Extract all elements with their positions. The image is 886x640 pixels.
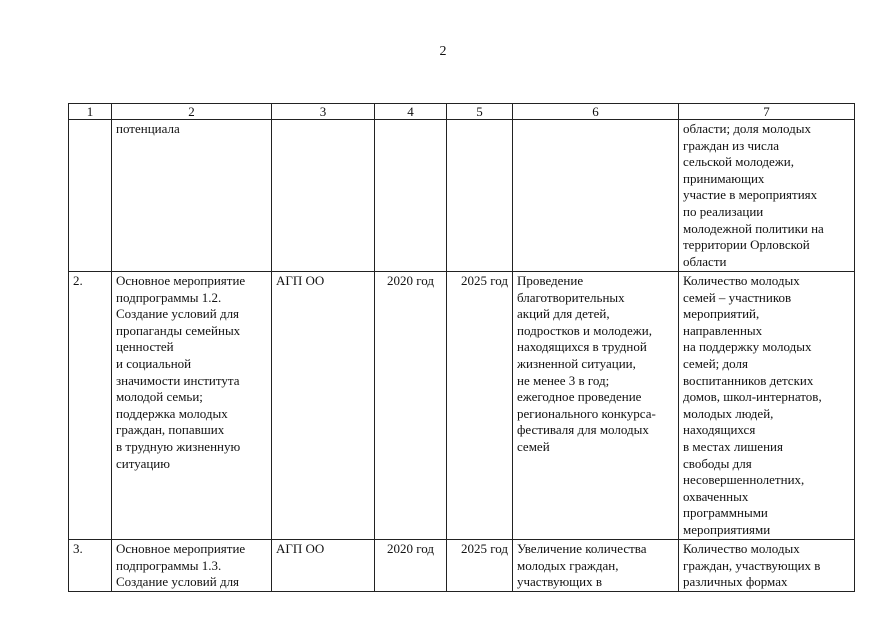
end-year-cell: [447, 120, 513, 272]
page-number: 2: [439, 44, 447, 59]
result-cell: Проведение благотворительных акций для детей, подростков и молодежи, находящихся в трудной жизненной ситуации, не менее 3 в год; ежегодное проведение регионального конкурса- фестиваля для молодых семей: [513, 272, 679, 540]
column-header: 2: [112, 104, 272, 120]
start-year-cell: 2020 год: [375, 540, 447, 592]
column-header: 7: [679, 104, 855, 120]
measure-cell: Основное мероприятие подпрограммы 1.3. Создание условий для: [112, 540, 272, 592]
row-number-cell: 3.: [69, 540, 112, 592]
row-number-cell: [69, 120, 112, 272]
indicator-cell: области; доля молодых граждан из числа сельской молодежи, принимающих участие в мероприятиях по реализации молодежной политики на территории Орловской области: [679, 120, 855, 272]
end-year-cell: 2025 год: [447, 272, 513, 540]
program-measures-table: [68, 103, 855, 592]
executor-cell: АГП ОО: [272, 272, 375, 540]
column-header: 5: [447, 104, 513, 120]
indicator-cell: Количество молодых семей – участников мероприятий, направленных на поддержку молодых семей; доля воспитанников детских домов, школ-интернатов, молодых людей, находящихся в местах лишения свободы для несовершеннолетних, охваченных программными мероприятиями: [679, 272, 855, 540]
result-cell: Увеличение количества молодых граждан, участвующих в: [513, 540, 679, 592]
measure-cell: Основное мероприятие подпрограммы 1.2. Создание условий для пропаганды семейных ценностей и социальной значимости института молодой семьи; поддержка молодых граждан, попавших в трудную жизненную ситуацию: [112, 272, 272, 540]
table-row: [69, 272, 855, 540]
end-year-cell: 2025 год: [447, 540, 513, 592]
start-year-cell: [375, 120, 447, 272]
indicator-cell: Количество молодых граждан, участвующих в различных формах: [679, 540, 855, 592]
column-header: 6: [513, 104, 679, 120]
column-header: 3: [272, 104, 375, 120]
result-cell: [513, 120, 679, 272]
column-header: 1: [69, 104, 112, 120]
column-header: 4: [375, 104, 447, 120]
table-row: [69, 540, 855, 592]
table-row: [69, 120, 855, 272]
row-number-cell: 2.: [69, 272, 112, 540]
executor-cell: АГП ОО: [272, 540, 375, 592]
start-year-cell: 2020 год: [375, 272, 447, 540]
measure-cell: потенциала: [112, 120, 272, 272]
table-header-row: [69, 104, 855, 120]
executor-cell: [272, 120, 375, 272]
